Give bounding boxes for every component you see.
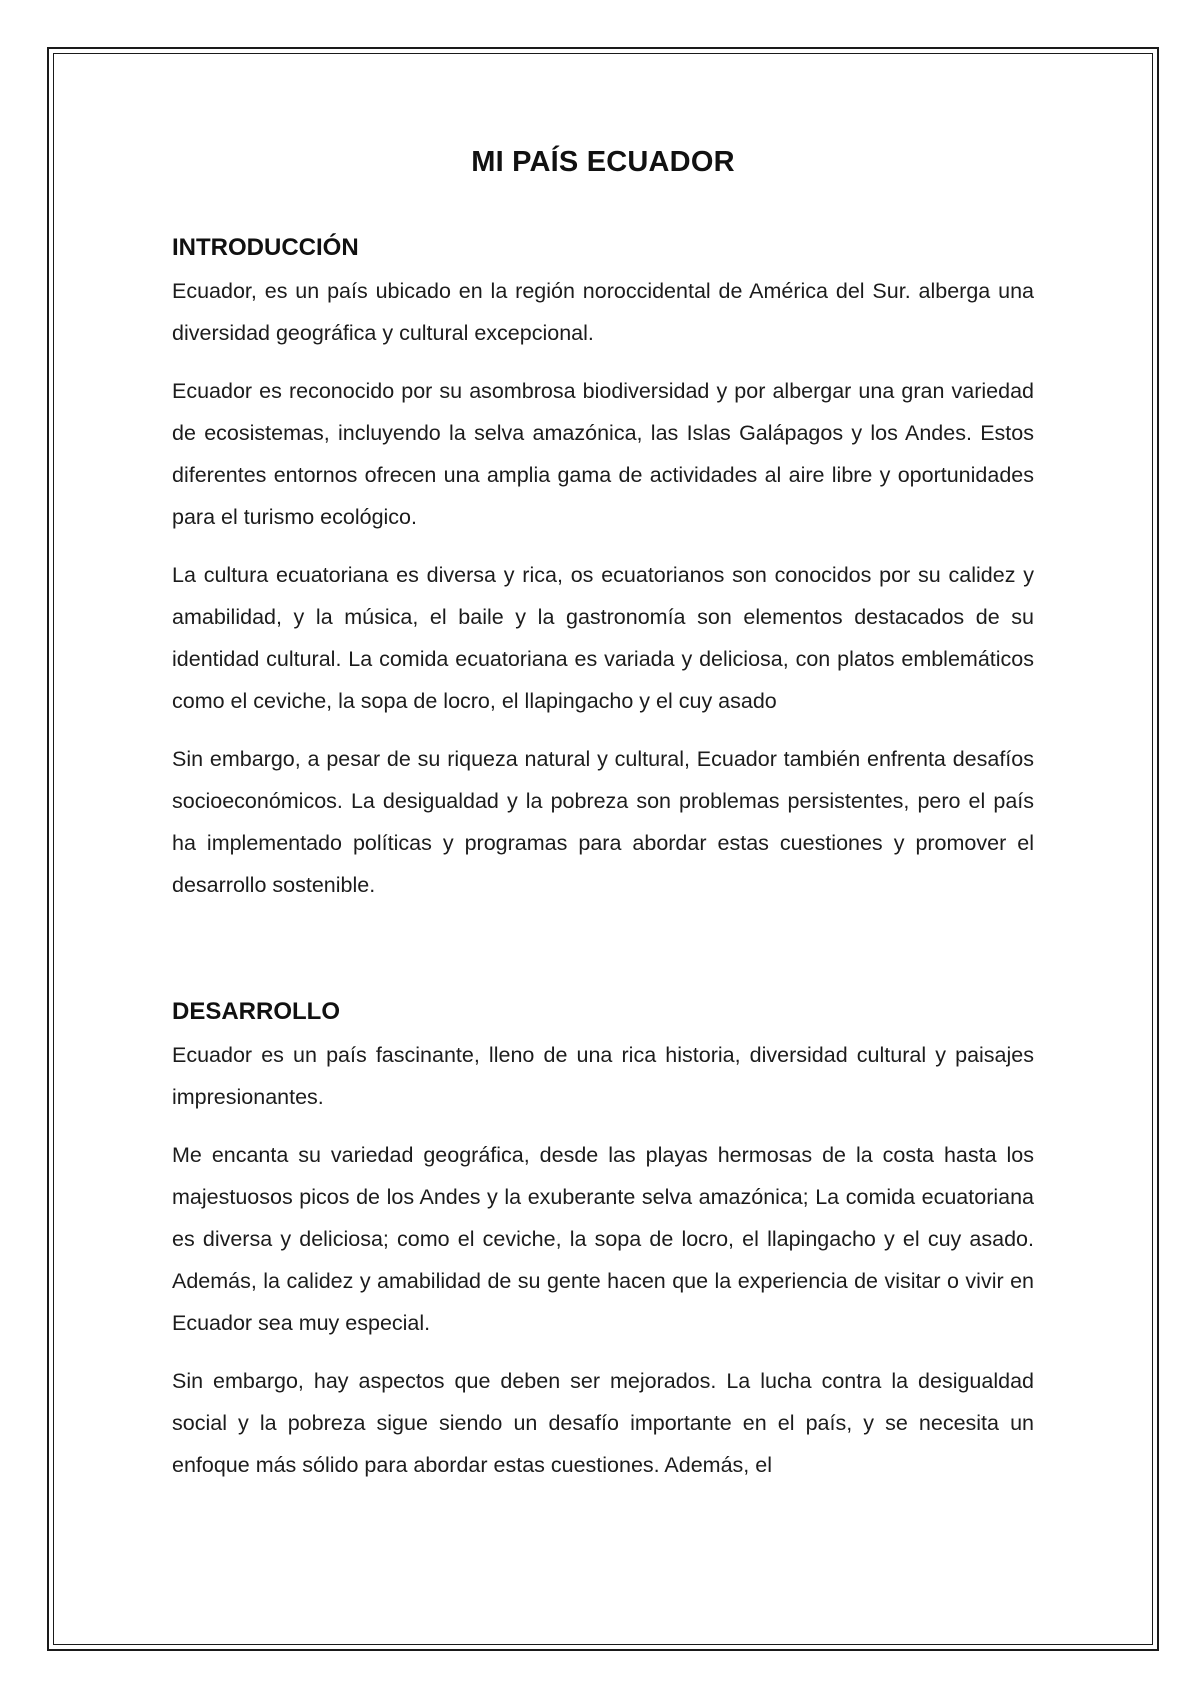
document-body: [172, 136, 1034, 1502]
paragraph: La cultura ecuatoriana es diversa y rica, os ecuatorianos son conocidos por su calidez y amabilidad, y la música, el baile y la gastronomía son elementos destacados de su identidad cultural. La comida ecuatoriana es variada y deliciosa, con platos emblemáticos como el ceviche, la sopa de locro, el llapingacho y el cuy asado: [172, 563, 1034, 713]
section-heading-introduccion: INTRODUCCIÓN: [172, 234, 359, 261]
paragraph: Sin embargo, hay aspectos que deben ser mejorados. La lucha contra la desigualdad social y la pobreza sigue siendo un desafío importante en el país, y se necesita un enfoque más sólido para abordar estas cuestiones. Además, el: [172, 1369, 1034, 1477]
paragraph: Ecuador es un país fascinante, lleno de una rica historia, diversidad cultural y paisajes impresionantes.: [172, 1043, 1034, 1109]
paragraph: Sin embargo, a pesar de su riqueza natural y cultural, Ecuador también enfrenta desafíos socioeconómicos. La desigualdad y la pobreza son problemas persistentes, pero el país ha implementado políticas y programas para abordar estas cuestiones y promover el desarrollo sostenible.: [172, 747, 1034, 897]
paragraph: Ecuador es reconocido por su asombrosa biodiversidad y por albergar una gran variedad de ecosistemas, incluyendo la selva amazónica, las Islas Galápagos y los Andes. Estos diferentes entornos ofrecen una amplia gama de actividades al aire libre y oportunidades para el turismo ecológico.: [172, 379, 1034, 529]
paragraph: Me encanta su variedad geográfica, desde las playas hermosas de la costa hasta los majestuosos picos de los Andes y la exuberante selva amazónica; La comida ecuatoriana es diversa y deliciosa; como el ceviche, la sopa de locro, el llapingacho y el cuy asado. Además, la calidez y amabilidad de su gente hacen que la experiencia de visitar o vivir en Ecuador sea muy especial.: [172, 1143, 1034, 1335]
section-heading-desarrollo: DESARROLLO: [172, 998, 340, 1025]
paragraph: Ecuador, es un país ubicado en la región noroccidental de América del Sur. alberga una diversidad geográfica y cultural excepcional.: [172, 279, 1034, 345]
document-title: MI PAÍS ECUADOR: [471, 146, 735, 178]
